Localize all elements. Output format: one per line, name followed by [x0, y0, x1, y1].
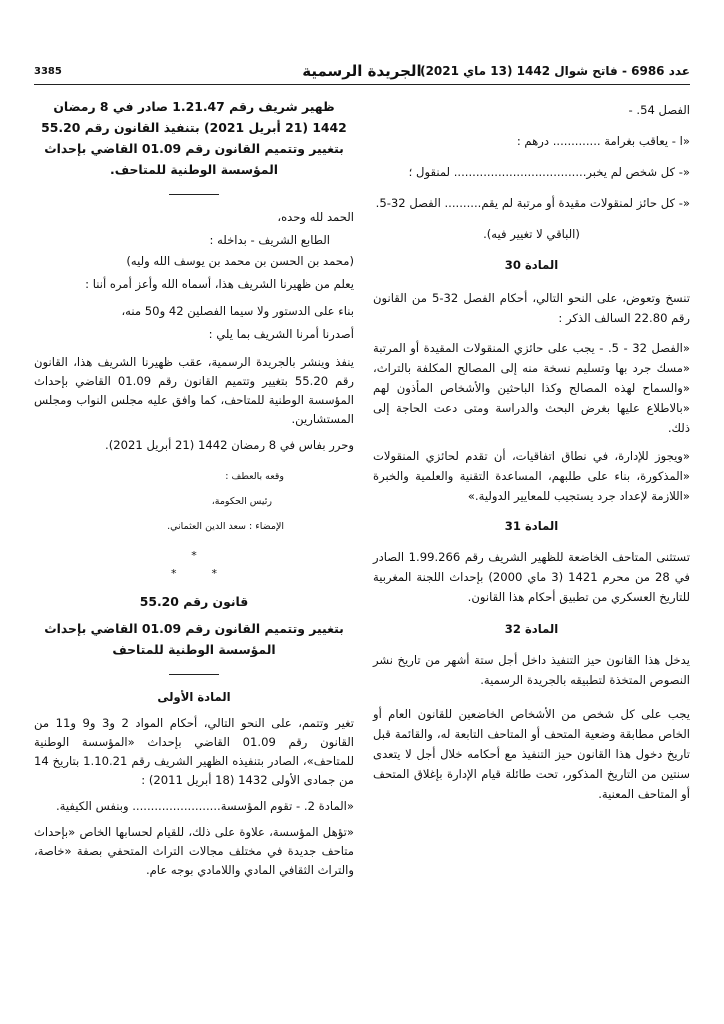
paragraph: تنسخ وتعوض، على النحو التالي، أحكام الفصل 32-5 من القانون رقم 22.80 السالف الذكر : — [373, 291, 690, 325]
quoted-paragraph: «ويجوز للإدارة، في نطاق اتفاقيات، أن تقدم لحائزي المنقولات «المذكورة، بناء على طلبهم، المساعدة التقنية والعلمية والخبرة «اللازمة لإعداد جرد يستجيب للمعايير الدولية.» — [373, 449, 690, 503]
text-line: وحرر بفاس في 8 رمضان 1442 (21 أبريل 2021). — [105, 438, 354, 452]
header-divider — [34, 84, 690, 85]
star-pair: * * — [171, 567, 217, 580]
paragraph: يجب على كل شخص من الأشخاص الخاضعين للقانون العام أو الخاص مطابقة وضعية المتحف أو المتاحف التابعة له، والقائمة قبل تاريخ دخول هذا القانون حيز التنفيذ مع أحكامه خلال أجل لا يتعدى سنتين من التاريخ المذكور، تحت طائلة قيام الإدارة بإغلاق المتحف أو المتاحف المعنية. — [373, 707, 690, 801]
quoted-paragraph: «الفصل 32 - 5. - يجب على حائزي المنقولات المقيدة أو المرتبة «مسك جرد بها وتسليم نسخة منه إلى المصالح المكلفة بالتراث، «والسماح لهذه المصالح وكذا الباحثين والأشخاص المأذون لهم «بالاطلاع عليها بغرض البحث والدراسة ومتى دعت الحاجة إلى ذلك. — [373, 341, 690, 435]
signature-block — [34, 468, 284, 535]
article-title: المادة الأولى — [157, 690, 231, 704]
article-title: المادة 30 — [504, 258, 559, 272]
text-line: يعلم من ظهيرنا الشريف هذا، أسماه الله وأعز أمره أننا : — [85, 277, 354, 291]
page-header — [34, 64, 690, 86]
text-line: (الباقي لا تغيير فيه). — [483, 227, 580, 241]
law-title: بتغيير وتتميم القانون رقم 01.09 القاضي بإحداث المؤسسة الوطنية للمتاحف — [44, 621, 344, 657]
text-line: الطابع الشريف - بداخله : — [209, 233, 330, 247]
separator-stars — [34, 549, 354, 581]
issue-info: عدد 6986 - فاتح شوال 1442 (13 ماي 2021) — [420, 64, 690, 78]
dahir-title: ظهير شريف رقم 1.21.47 صادر في 8 رمضان 1442 (21 أبريل 2021) بتنفيذ القانون رقم 55.20 بتغيير وتتميم القانون رقم 01.09 القاضي بإحداث المؤسسة الوطنية للمتاحف. — [41, 99, 347, 177]
left-column — [34, 96, 354, 880]
signature-line: رئيس الحكومة، — [211, 496, 272, 507]
signature-line: الإمضاء : سعد الدين العثماني. — [167, 521, 284, 532]
quoted-paragraph: «تؤهل المؤسسة، علاوة على ذلك، للقيام لحسابها الخاص «بإحداث متاحف جديدة في مختلف مجالات التراث المتحفي بصفة «خاصة، والتراث الثقافي المادي واللامادي بوجه عام. — [34, 825, 354, 877]
paragraph: يدخل هذا القانون حيز التنفيذ داخل أجل ستة أشهر من تاريخ نشر النصوص المتخذة لتطبيقه بالجريدة الرسمية. — [373, 653, 690, 687]
text-line: «ا - يعاقب بغرامة ............. درهم : — [516, 134, 690, 148]
paragraph: تغير وتتمم، على النحو التالي، أحكام المواد 2 و3 و9 و11 من القانون رقم 01.09 القاضي بإحداث «المؤسسة الوطنية للمتاحف»، الصادر بتنفيذه الظهير الشريف رقم 1.10.21 بتاريخ 14 من جمادى الأولى 1432 (18 أبريل 2011) : — [34, 716, 354, 787]
paragraph: تستثنى المتاحف الخاضعة للظهير الشريف رقم 1.99.266 الصادر في 28 من محرم 1421 (3 ماي 2000) بإحداث اللجنة المغربية للتاريخ العسكري من تطبيق أحكام هذا القانون. — [373, 550, 690, 604]
star: * — [191, 549, 197, 562]
law-number: قانون رقم 55.20 — [139, 594, 249, 609]
paragraph: ينفذ وينشر بالجريدة الرسمية، عقب ظهيرنا الشريف هذا، القانون رقم 55.20 بتغيير وتتميم القانون رقم 01.09 القاضي بإحداث المؤسسة الوطنية للمتاحف، كما وافق عليه مجلس النواب ومجلس المستشارين. — [34, 355, 354, 426]
text-line: الحمد لله وحده، — [277, 210, 354, 224]
article-title: المادة 31 — [504, 519, 559, 533]
text-line: بناء على الدستور ولا سيما الفصلين 42 و50 منه، — [121, 304, 354, 318]
page-number: 3385 — [34, 66, 62, 77]
text-line: (محمد بن الحسن بن محمد بن يوسف الله وليه) — [126, 254, 354, 268]
text-line: «- كل شخص لم يخبر.................................... لمنقول ؛ — [408, 165, 690, 179]
text-line: أصدرنا أمرنا الشريف بما يلي : — [208, 327, 354, 341]
section-divider — [169, 194, 219, 195]
quoted-paragraph: «المادة 2. - تقوم المؤسسة........................ وبنفس الكيفية. — [55, 799, 354, 813]
right-column — [373, 96, 690, 804]
journal-title: الجريدة الرسمية — [302, 62, 422, 80]
section-divider — [169, 674, 219, 675]
article-title: المادة 32 — [504, 622, 559, 636]
text-line: «- كل حائز لمنقولات مقيدة أو مرتبة لم يقم.......... الفصل 32-5. — [375, 196, 690, 210]
signature-line: وقعه بالعطف : — [225, 471, 284, 482]
text-line: الفصل 54. - — [628, 103, 690, 117]
